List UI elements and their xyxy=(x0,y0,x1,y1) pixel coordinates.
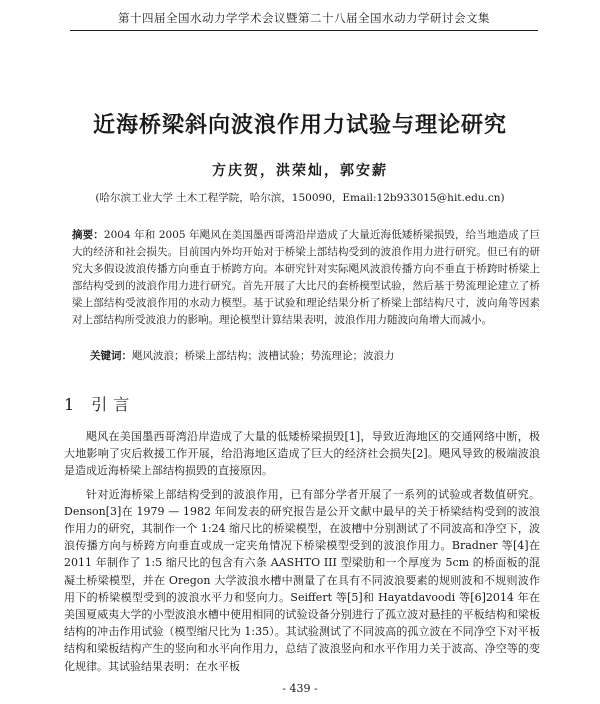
running-header: 第十四届全国水动力学学术会议暨第二十八届全国水动力学研讨会文集 xyxy=(70,10,538,31)
abstract-label: 摘要： xyxy=(72,229,104,241)
paper-title: 近海桥梁斜向波浪作用力试验与理论研究 xyxy=(92,113,507,138)
paper-affiliation: (哈尔滨工业大学 土木工程学院，哈尔滨，150090，Email:12b933015@hit.edu.cn) xyxy=(95,192,505,204)
body-paragraph: 针对近海桥梁上部结构受到的波浪作用，已有部分学者开展了一系列的试验或者数值研究。Denson[3]在 1979 — 1982 年间发表的研究报告是公开文献中最早的关于桥梁结构受到的波浪作用力的研究，其制作一个 1:24 缩尺比的桥梁模型，在波槽中分别测试了不同波高和净空下，波浪传播方向与桥跨方向垂直或成一定夹角情况下桥梁模型受到的波浪作用力。Bradner 等[4]在 2011 年制作了 1:5 缩尺比的包含有六条 AASHTO III 型梁肋和一个厚度为 5cm 的桥面板的混凝土桥梁模型，并在 Oregon 大学波浪水槽中测量了在具有不同波浪要素的规则波和不规则波作用下的桥梁模型受到的波浪水平力和竖向力。Seiffert 等[5]和 Hayatdavoodi 等[6]2014 年在美国夏威夷大学的小型波浪水槽中使用相同的试验设备分别进行了孤立波对悬挂的平板结构和梁板结构的冲击作用试验（模型缩尺比为 1:35）。其试验测试了不同波高的孤立波在不同净空下对平板结构和梁板结构产生的竖向和水平向作用力，总结了波浪竖向和水平作用力关于波高、净空等的变化规律。其试验结果表明：在水平板 xyxy=(64,487,540,673)
paper-authors: 方庆贺，洪荣灿，郭安薪 xyxy=(212,163,388,179)
page-number: - 439 - xyxy=(282,682,318,695)
section-body xyxy=(64,428,540,675)
body-paragraph: 飓风在美国墨西哥湾沿岸造成了大量的低矮桥梁损毁[1]，导致近海地区的交通网络中断，极大地影响了灾后救援工作开展，给沿海地区造成了巨大的经济社会损失[2]。飓风导致的极端波浪是造成近海桥梁上部结构损毁的直接原因。 xyxy=(64,430,540,478)
section-heading-introduction: 1 引言 xyxy=(64,395,136,414)
abstract-text: 2004 年和 2005 年飓风在美国墨西哥湾沿岸造成了大量近海低矮桥梁损毁，给当地造成了巨大的经济和社会损失。目前国内外均开始对于桥梁上部结构受到的波浪作用力进行研究。但已有的研究大多假设波浪传播方向垂直于桥跨方向。本研究针对实际飓风波浪传播方向不垂直于桥跨时桥梁上部结构受到的波浪作用力进行研究。首先开展了大比尺的套桥模型试验，然后基于势流理论建立了桥梁上部结构受波浪作用的水动力模型。基于试验和理论结果分析了桥梁上部结构尺寸，波向角等因素对上部结构所受波浪力的影响。理论模型计算结果表明，波浪作用力随波向角增大而减小。 xyxy=(72,229,540,326)
keywords xyxy=(90,348,540,365)
keywords-label: 关键词： xyxy=(90,350,132,362)
keywords-text: 飓风波浪；桥梁上部结构；波槽试验；势流理论；波浪力 xyxy=(132,350,395,362)
abstract xyxy=(72,227,540,329)
